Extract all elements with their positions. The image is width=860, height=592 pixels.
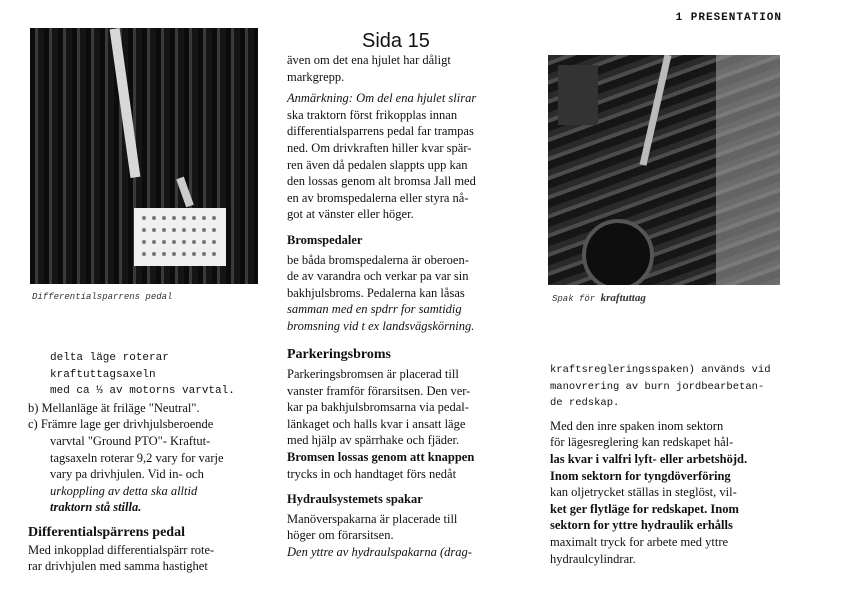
text-line: hydraulcylindrar. bbox=[550, 551, 636, 566]
text-line: got at vänster eller höger. bbox=[287, 207, 414, 222]
left-column bbox=[28, 350, 268, 575]
text-line: Anmärkning: Om del ena hjulet slirar bbox=[287, 91, 477, 106]
section-heading: Differentialspärrens pedal bbox=[28, 524, 185, 540]
text-line: traktorn stå stilla. bbox=[50, 500, 142, 515]
text-line: kraftsregleringsspaken) används vid bbox=[550, 364, 771, 376]
text-line: tagsaxeln roterar 9,2 vary for varje bbox=[50, 450, 224, 465]
section-header: 1 PRESENTATION bbox=[675, 12, 782, 24]
section-heading: Bromspedaler bbox=[287, 232, 363, 247]
text-line: be båda bromspedalerna är oberoen- bbox=[287, 252, 469, 267]
text-line: kan oljetrycket ställas in steglöst, vil- bbox=[550, 485, 737, 500]
pto-lever-photo bbox=[548, 55, 780, 285]
section-heading: Hydraulsystemets spakar bbox=[287, 492, 423, 507]
text-line: bakhjulsbroms. Pedalerna kan låsas bbox=[287, 285, 465, 300]
text-line: bromsning vid t ex landsvägskörning. bbox=[287, 318, 475, 333]
text-line: för lägesreglering kan redskapet hål- bbox=[550, 435, 734, 450]
text-line: Den yttre av hydraulspakarna (drag- bbox=[287, 545, 472, 560]
text-line: sektorn for yttre hydraulik erhålls bbox=[550, 518, 733, 533]
text-line: samman med en spdrr for samtidig bbox=[287, 302, 462, 317]
right-column bbox=[550, 362, 786, 567]
text-line: en av bromspedalerna eller styra nå- bbox=[287, 190, 469, 205]
list-item: b) Mellanläge ät friläge "Neutral". bbox=[28, 400, 200, 415]
text-line: manovrering av burn jordbearbetan- bbox=[550, 380, 765, 393]
text-line: länkaget och halls kvar i ansatt läge bbox=[287, 416, 466, 431]
text-line: delta läge roterar kraftuttagsaxeln bbox=[50, 352, 169, 381]
text-line: med ca ⅓ av motorns varvtal. bbox=[50, 385, 235, 398]
right-figure-caption: Spak för kraftuttag bbox=[552, 292, 646, 304]
text-line: med hjälp av spärrhake och fjäder. bbox=[287, 433, 460, 448]
text-line: ned. Om drivkraften hiller kvar spär- bbox=[287, 140, 472, 155]
text-line: vary pa drivhjulen. Vid in- och bbox=[50, 467, 204, 482]
page-title: Sida 15 bbox=[362, 30, 430, 52]
text-line: Med inkopplad differentialspärr rote- bbox=[28, 542, 215, 557]
middle-column bbox=[287, 52, 527, 561]
left-figure-caption: Differentialsparrens pedal bbox=[32, 292, 173, 302]
list-item: c) Främre lage ger drivhjulsberoende bbox=[28, 417, 214, 432]
text-line: markgrepp. bbox=[287, 69, 345, 84]
text-line: Manöverspakarna är placerade till bbox=[287, 511, 458, 526]
text-line: maximalt tryck for arbete med yttre bbox=[550, 534, 729, 549]
text-line: vanster framför förarsitsen. Den ver- bbox=[287, 383, 471, 398]
pedal-photo bbox=[30, 28, 258, 284]
section-heading: Parkeringsbroms bbox=[287, 346, 391, 362]
text-line: Bromsen lossas genom att knappen bbox=[287, 450, 475, 465]
text-line: kar pa bakhjulsbromsarna via pedal- bbox=[287, 400, 469, 415]
pedal-illustration bbox=[30, 28, 258, 284]
text-line: differentialsparrens pedal far trampas bbox=[287, 124, 474, 139]
text-line: de av varandra och verkar pa var sin bbox=[287, 269, 469, 284]
text-line: urkoppling av detta ska alltid bbox=[50, 483, 198, 498]
text-line: las kvar i valfri lyft- eller arbetshöjd. bbox=[550, 451, 748, 466]
text-line: ket ger flytläge for redskapet. Inom bbox=[550, 501, 739, 516]
text-line: ska traktorn först frikopplas innan bbox=[287, 107, 458, 122]
text-line: Inom sektorn for tyngdöverföring bbox=[550, 468, 731, 483]
text-line: höger om förarsitsen. bbox=[287, 528, 394, 543]
lever-illustration bbox=[548, 55, 780, 285]
text-line: varvtal "Ground PTO"- Kraftut- bbox=[50, 433, 211, 448]
text-line: ren även då pedalen slappts upp kan bbox=[287, 157, 468, 172]
text-line: även om det ena hjulet har dåligt bbox=[287, 53, 451, 67]
text-line: Med den inre spaken inom sektorn bbox=[550, 418, 724, 433]
text-line: den lossas genom alt bromsa Jall med bbox=[287, 174, 476, 189]
text-line: rar drivhjulen med samma hastighet bbox=[28, 559, 208, 574]
text-line: de redskap. bbox=[550, 397, 620, 410]
text-line: Parkeringsbromsen är placerad till bbox=[287, 367, 459, 382]
text-line: trycks in och handtaget förs nedåt bbox=[287, 466, 457, 481]
